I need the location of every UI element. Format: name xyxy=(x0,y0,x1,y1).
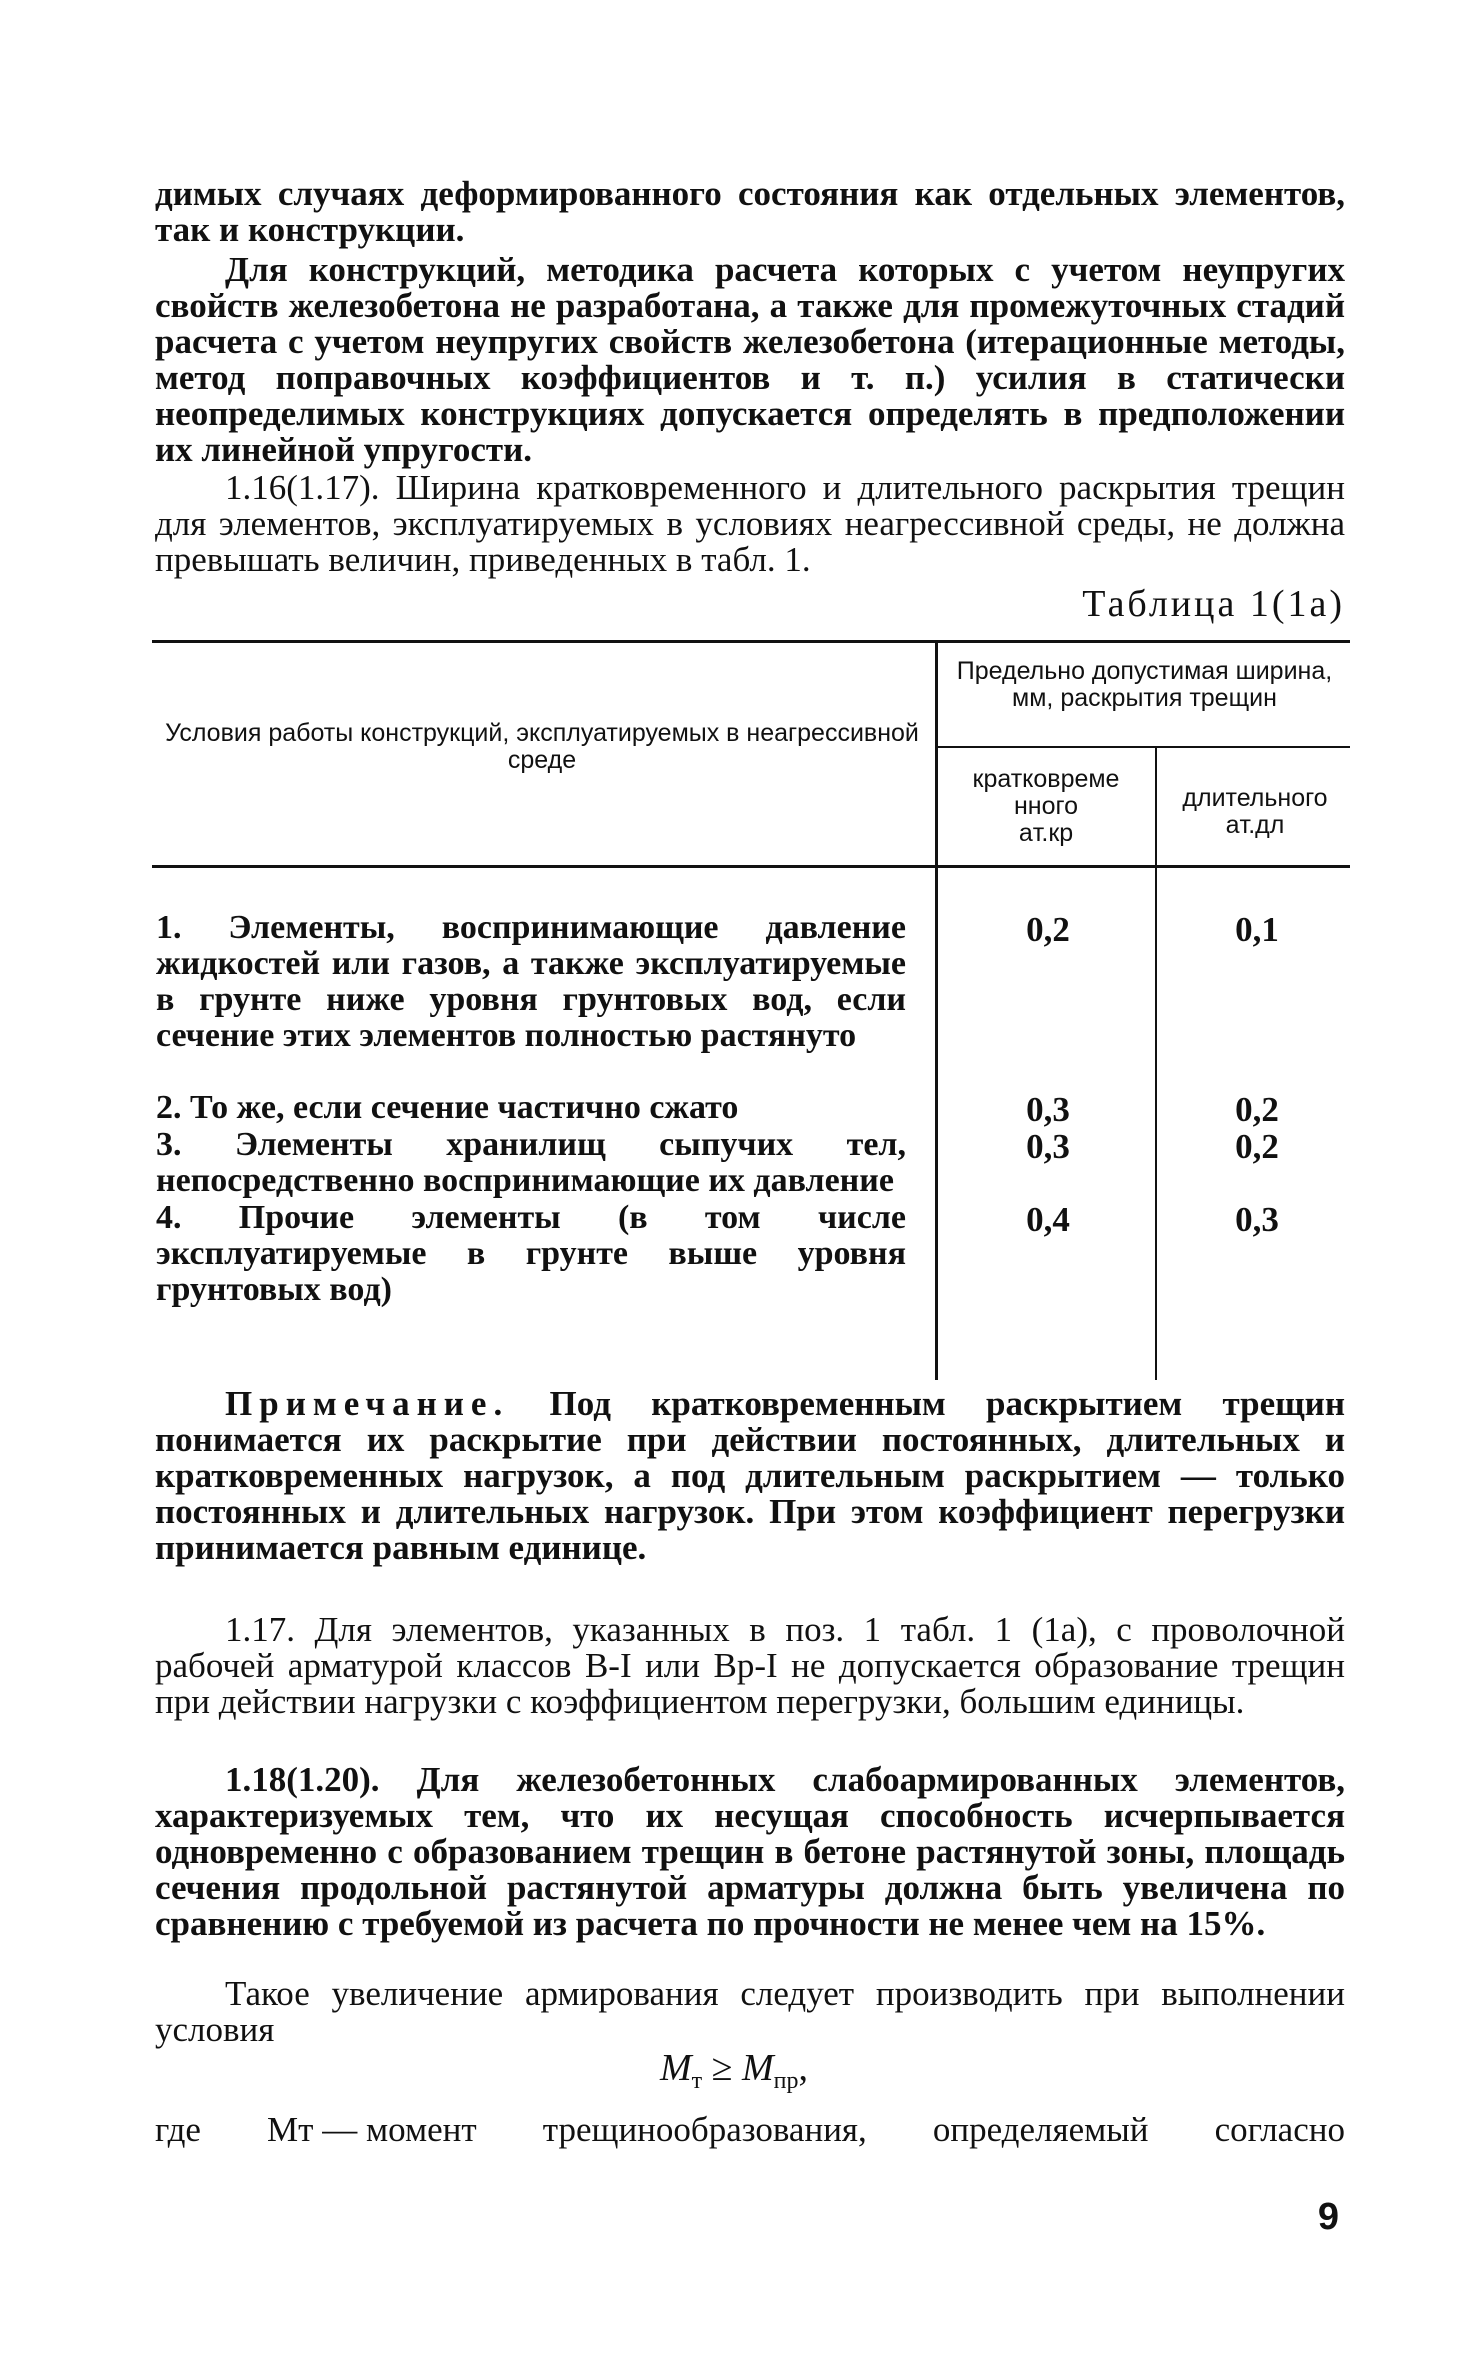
note-text: Под кратковременным раскрытием трещин понимается их раскрытие при действии постоянных, длительных и кратковременных нагрузок, а под длительным раскрытием — только постоянных и длительных нагрузок. При этом коэффициент перегрузки принимается равным единице. xyxy=(155,1384,1346,1567)
formula-tail: , xyxy=(798,2047,809,2089)
table-top-rule xyxy=(152,640,1350,643)
header-long-term-label: длительного xyxy=(1182,784,1328,812)
crack-width-table xyxy=(152,640,1350,1380)
header-long-term-symbol: aт.дл xyxy=(1225,811,1285,839)
row-long-value: 0,3 xyxy=(1235,1200,1279,1239)
row-short-value: 0,4 xyxy=(1026,1200,1070,1239)
header-max-width: Предельно допустимая ширина, мм, раскрытия трещин xyxy=(956,657,1333,712)
row-condition: 4. Прочие элементы (в том числе эксплуатируемые в грунте выше уровня грунтовых вод) xyxy=(156,1199,906,1308)
row-short-value: 0,3 xyxy=(1026,1090,1070,1129)
row-short-value: 0,3 xyxy=(1026,1127,1070,1166)
paragraph-1-17: 1.17. Для элементов, указанных в поз. 1 табл. 1 (1а), с проволочной рабочей арматурой классов В-I или Вр-I не допускается образование трещин при действии нагрузки с коэффициентом перегрузки, большим единицы. xyxy=(155,1610,1345,1721)
formula-operator: ≥ xyxy=(711,2047,733,2089)
formula-lhs: M xyxy=(660,2047,692,2089)
row-long-value: 0,2 xyxy=(1235,1127,1279,1166)
formula-lhs-sub: т xyxy=(691,2068,703,2094)
note-label: Примечание. xyxy=(225,1384,510,1423)
header-short-term xyxy=(940,766,1152,847)
paragraph-structures: Для конструкций, методика расчета которых с учетом неупругих свойств железобетона не разработана, а также для промежуточных стадий расчета с учетом неупругих свойств железобетона (итерационные методы, метод поправочных коэффициентов и т. п.) усилия в статически неопределимых конструкциях допускается определять в предположении их линейной упругости. xyxy=(155,250,1345,469)
header-short-term-label: кратковременного xyxy=(972,765,1120,820)
formula-rhs-sub: пр xyxy=(773,2068,799,2094)
paragraph-1-18: 1.18(1.20). Для железобетонных слабоармированных элементов, характеризуемых тем, что их несущая способность исчерпывается одновременно с образованием трещин в бетоне растянутой зоны, площадь сечения продольной растянутой арматуры должна быть увеличена по сравнению с требуемой из расчета по прочности не менее чем на 15%. xyxy=(155,1760,1345,1943)
paragraph-continued: димых случаях деформированного состояния как отдельных элементов, так и конструкции. xyxy=(155,174,1345,249)
paragraph-1-16: 1.16(1.17). Ширина кратковременного и длительного раскрытия трещин для элементов, эксплуатируемых в условиях неагрессивной среды, не должна превышать величин, приведенных в табл. 1. xyxy=(155,468,1345,579)
column-divider-1 xyxy=(935,640,938,1380)
row-condition: 1. Элементы, воспринимающие давление жидкостей или газов, а также эксплуатируемые в грунте ниже уровня грунтовых вод, если сечение этих элементов полностью растянуто xyxy=(156,909,906,1054)
where-word-4: определяемый xyxy=(932,2110,1149,2149)
table-caption: Таблица 1(1а) xyxy=(1082,583,1345,625)
where-word-3: трещинообразования, xyxy=(542,2110,867,2149)
where-word-5: согласно xyxy=(1214,2110,1345,2149)
formula xyxy=(660,2046,808,2095)
table-note xyxy=(155,1386,1345,1566)
where-word-2: Mт — момент xyxy=(267,2110,477,2149)
row-long-value: 0,2 xyxy=(1235,1090,1279,1129)
header-long-term xyxy=(1162,785,1348,839)
column-divider-2 xyxy=(1155,746,1157,1380)
row-long-value: 0,1 xyxy=(1235,910,1279,949)
group-header-rule xyxy=(936,746,1350,748)
where-word-1: где xyxy=(155,2110,201,2149)
page-number: 9 xyxy=(1317,2196,1339,2238)
header-short-term-symbol: aт.кр xyxy=(1018,819,1074,847)
formula-rhs: M xyxy=(742,2047,774,2089)
row-condition: 3. Элементы хранилищ сыпучих тел, непосредственно воспринимающие их давление xyxy=(156,1126,906,1199)
row-short-value: 0,2 xyxy=(1026,910,1070,949)
header-conditions: Условия работы конструкций, эксплуатируемых в неагрессивной среде xyxy=(165,719,919,774)
paragraph-condition: Такое увеличение армирования следует производить при выполнении условия xyxy=(155,1974,1345,2049)
row-condition: 2. То же, если сечение частично сжато xyxy=(156,1089,739,1126)
where-line xyxy=(155,2112,1345,2148)
header-bottom-rule xyxy=(152,865,1350,868)
